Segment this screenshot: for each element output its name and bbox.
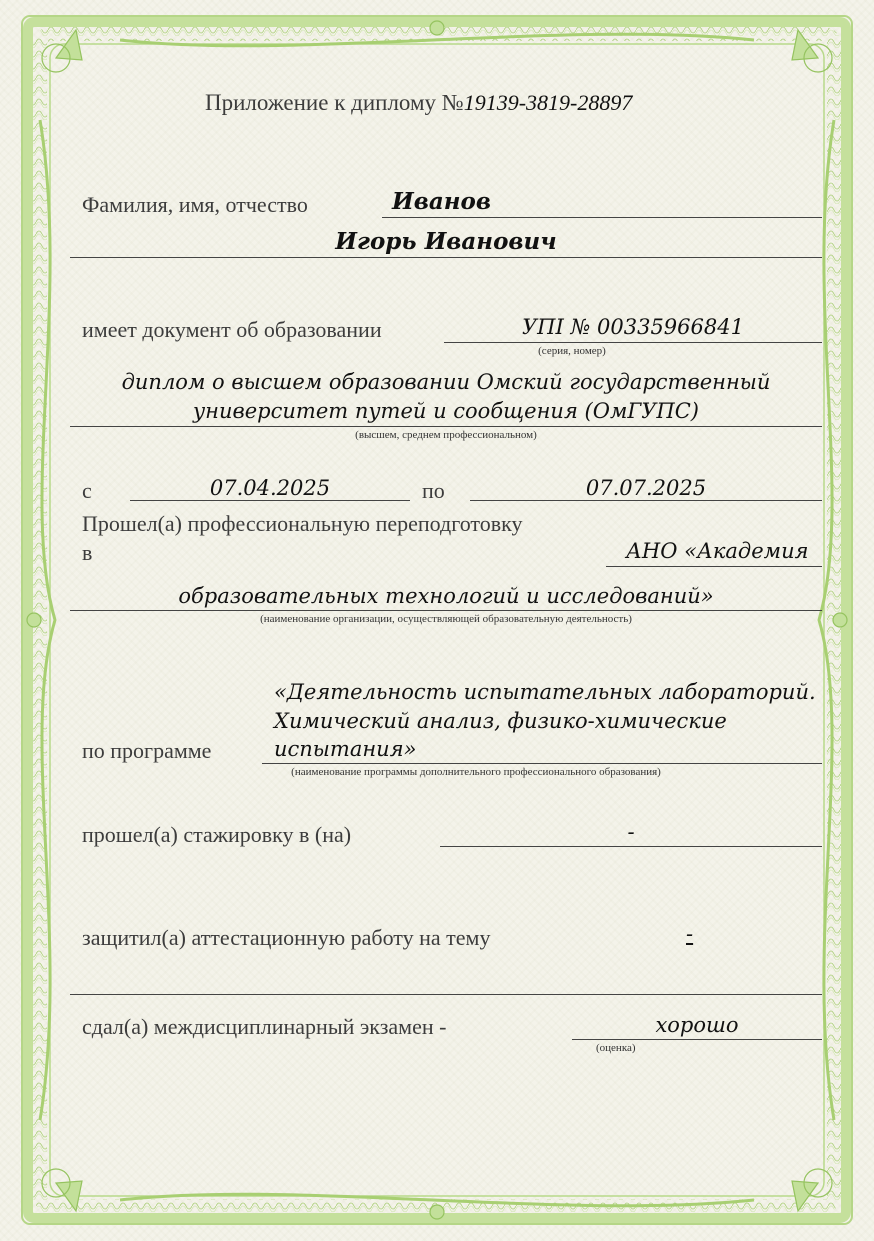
retraining-label-line1: Прошел(а) профессиональную переподготовку [82,511,523,536]
to-date-underline [470,500,822,501]
internship-value: - [627,820,635,844]
exam-grade: хорошо [655,1013,739,1037]
program-name-line2: Химический анализ, физико-химические [274,709,727,733]
name-patronymic-value: Игорь Иванович [335,228,557,255]
fio-label: Фамилия, имя, отчество [82,192,308,217]
retraining-label-line2: в [82,540,93,565]
education-underline [70,426,822,427]
organization-line1: АНО «Академия [626,539,809,563]
education-description-line2: университет путей и сообщения (ОмГУПС) [192,399,700,423]
organization-line1-underline [606,566,822,567]
thesis-label: защитил(а) аттестационную работу на тему [82,925,491,950]
internship-label: прошел(а) стажировку в (на) [82,822,352,847]
grade-hint: (оценка) [596,1042,636,1054]
series-hint: (серия, номер) [538,345,606,357]
document-title [205,90,632,116]
from-label: с [82,478,92,503]
surname-value: Иванов [392,188,491,215]
thesis-underline [70,994,822,995]
surname-underline [382,217,822,218]
education-description-line1: диплом о высшем образовании Омский государственный [121,370,771,394]
program-hint: (наименование программы дополнительного профессионального образования) [291,766,661,778]
exam-underline [572,1039,822,1040]
program-name-line3: испытания» [274,737,417,761]
diploma-number: 19139-3819-28897 [463,90,633,115]
level-hint: (высшем, среднем профессиональном) [355,429,537,441]
doc-number-underline [444,342,822,343]
name-underline [70,257,822,258]
to-date: 07.07.2025 [585,476,707,500]
from-date-underline [130,500,410,501]
exam-label: сдал(а) междисциплинарный экзамен - [82,1014,447,1039]
organization-underline [70,610,822,611]
thesis-value: - [686,922,694,946]
organization-line2: образовательных технологий и исследований» [178,584,714,608]
to-label: по [422,478,445,503]
program-name-line1: «Деятельность испытательных лабораторий. [274,680,816,704]
title-prefix: Приложение к диплому № [205,90,464,115]
education-doc-number: УПI № 00335966841 [522,315,744,339]
organization-hint: (наименование организации, осуществляющей образовательную деятельность) [260,613,632,625]
program-label: по программе [82,738,212,763]
education-label: имеет документ об образовании [82,317,382,342]
internship-underline [440,846,822,847]
from-date: 07.04.2025 [209,476,331,500]
program-underline [262,763,822,764]
